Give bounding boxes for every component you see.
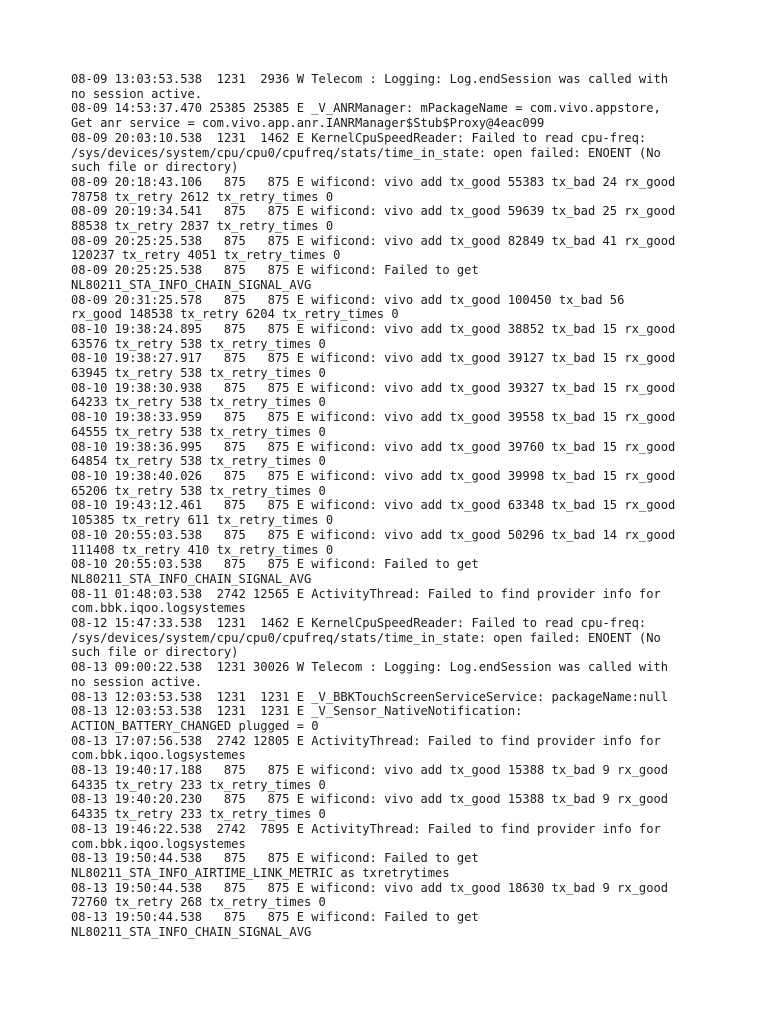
log-line: 63576 tx_retry 538 tx_retry_times 0: [71, 336, 326, 351]
log-line: such file or directory): [71, 160, 239, 175]
log-line: 64854 tx_retry 538 tx_retry_times 0: [71, 454, 326, 469]
log-line: /sys/devices/system/cpu/cpu0/cpufreq/stats/time_in_state: open failed: ENOENT (No: [71, 145, 661, 160]
log-line: 08-10 20:55:03.538 875 875 E wificond: vivo add tx_good 50296 tx_bad 14 rx_good: [71, 527, 676, 542]
log-line: 111408 tx_retry 410 tx_retry_times 0: [71, 542, 334, 557]
log-line: no session active.: [71, 86, 203, 101]
log-line: com.bbk.iqoo.logsystemes: [71, 601, 246, 616]
log-line: 08-09 20:31:25.578 875 875 E wificond: vivo add tx_good 100450 tx_bad 56: [71, 292, 625, 307]
log-line: 64555 tx_retry 538 tx_retry_times 0: [71, 424, 326, 439]
log-line: such file or directory): [71, 645, 239, 660]
log-document: [71, 72, 711, 939]
log-line: NL80211_STA_INFO_CHAIN_SIGNAL_AVG: [71, 924, 312, 939]
log-line: 78758 tx_retry 2612 tx_retry_times 0: [71, 189, 334, 204]
log-line: 08-13 19:40:17.188 875 875 E wificond: vivo add tx_good 15388 tx_bad 9 rx_good: [71, 763, 669, 778]
log-line: rx_good 148538 tx_retry 6204 tx_retry_times 0: [71, 307, 399, 322]
log-line: 08-13 09:00:22.538 1231 30026 W Telecom : Logging: Log.endSession was called with: [71, 660, 669, 675]
log-line: 64335 tx_retry 233 tx_retry_times 0: [71, 777, 326, 792]
log-line: 120237 tx_retry 4051 tx_retry_times 0: [71, 248, 341, 263]
log-line: 08-10 19:38:24.895 875 875 E wificond: vivo add tx_good 38852 tx_bad 15 rx_good: [71, 321, 676, 336]
log-line: 08-13 12:03:53.538 1231 1231 E _V_BBKTouchScreenServiceService: packageName:null: [71, 689, 669, 704]
log-line: 08-13 19:40:20.230 875 875 E wificond: vivo add tx_good 15388 tx_bad 9 rx_good: [71, 792, 669, 807]
log-line: NL80211_STA_INFO_AIRTIME_LINK_METRIC as txretrytimes: [71, 865, 450, 880]
log-line: NL80211_STA_INFO_CHAIN_SIGNAL_AVG: [71, 277, 312, 292]
log-line: com.bbk.iqoo.logsystemes: [71, 836, 246, 851]
log-line: 08-13 19:50:44.538 875 875 E wificond: vivo add tx_good 18630 tx_bad 9 rx_good: [71, 880, 669, 895]
log-line: 08-13 19:50:44.538 875 875 E wificond: Failed to get: [71, 851, 479, 866]
log-line: 08-09 20:19:34.541 875 875 E wificond: vivo add tx_good 59639 tx_bad 25 rx_good: [71, 204, 676, 219]
log-line: 88538 tx_retry 2837 tx_retry_times 0: [71, 219, 334, 234]
log-line: 08-13 12:03:53.538 1231 1231 E _V_Sensor_NativeNotification:: [71, 704, 523, 719]
log-line: com.bbk.iqoo.logsystemes: [71, 748, 246, 763]
log-line: Get anr service = com.vivo.app.anr.IANRManager$Stub$Proxy@4eac099: [71, 116, 545, 131]
log-line: 08-10 19:38:40.026 875 875 E wificond: vivo add tx_good 39998 tx_bad 15 rx_good: [71, 468, 676, 483]
log-line: ACTION_BATTERY_CHANGED plugged = 0: [71, 718, 319, 733]
log-line: 72760 tx_retry 268 tx_retry_times 0: [71, 895, 326, 910]
log-line: 08-09 20:03:10.538 1231 1462 E KernelCpuSpeedReader: Failed to read cpu-freq:: [71, 130, 647, 145]
log-line: 08-09 20:25:25.538 875 875 E wificond: Failed to get: [71, 263, 479, 278]
log-line: 08-09 13:03:53.538 1231 2936 W Telecom : Logging: Log.endSession was called with: [71, 72, 669, 86]
log-line: 08-10 20:55:03.538 875 875 E wificond: Failed to get: [71, 557, 479, 572]
log-line: 65206 tx_retry 538 tx_retry_times 0: [71, 483, 326, 498]
log-line: no session active.: [71, 674, 203, 689]
log-line: 08-10 19:38:33.959 875 875 E wificond: vivo add tx_good 39558 tx_bad 15 rx_good: [71, 410, 676, 425]
log-line: 08-10 19:43:12.461 875 875 E wificond: vivo add tx_good 63348 tx_bad 15 rx_good: [71, 498, 676, 513]
log-line: 08-13 19:50:44.538 875 875 E wificond: Failed to get: [71, 910, 479, 925]
log-line: 08-09 20:18:43.106 875 875 E wificond: vivo add tx_good 55383 tx_bad 24 rx_good: [71, 174, 676, 189]
log-line: 08-12 15:47:33.538 1231 1462 E KernelCpuSpeedReader: Failed to read cpu-freq:: [71, 616, 647, 631]
log-line: 08-13 19:46:22.538 2742 7895 E ActivityThread: Failed to find provider info for: [71, 821, 661, 836]
log-line: 63945 tx_retry 538 tx_retry_times 0: [71, 366, 326, 381]
log-line: 08-10 19:38:27.917 875 875 E wificond: vivo add tx_good 39127 tx_bad 15 rx_good: [71, 351, 676, 366]
log-line: 64335 tx_retry 233 tx_retry_times 0: [71, 807, 326, 822]
log-line: 64233 tx_retry 538 tx_retry_times 0: [71, 395, 326, 410]
log-line: 08-10 19:38:36.995 875 875 E wificond: vivo add tx_good 39760 tx_bad 15 rx_good: [71, 439, 676, 454]
log-line: 08-13 17:07:56.538 2742 12805 E ActivityThread: Failed to find provider info for: [71, 733, 661, 748]
log-line: 105385 tx_retry 611 tx_retry_times 0: [71, 513, 334, 528]
log-line: /sys/devices/system/cpu/cpu0/cpufreq/stats/time_in_state: open failed: ENOENT (No: [71, 630, 661, 645]
log-line: NL80211_STA_INFO_CHAIN_SIGNAL_AVG: [71, 571, 312, 586]
log-line: 08-11 01:48:03.538 2742 12565 E ActivityThread: Failed to find provider info for: [71, 586, 661, 601]
log-line: 08-09 20:25:25.538 875 875 E wificond: vivo add tx_good 82849 tx_bad 41 rx_good: [71, 233, 676, 248]
log-line: 08-10 19:38:30.938 875 875 E wificond: vivo add tx_good 39327 tx_bad 15 rx_good: [71, 380, 676, 395]
log-line: 08-09 14:53:37.470 25385 25385 E _V_ANRManager: mPackageName = com.vivo.appstore,: [71, 101, 661, 116]
